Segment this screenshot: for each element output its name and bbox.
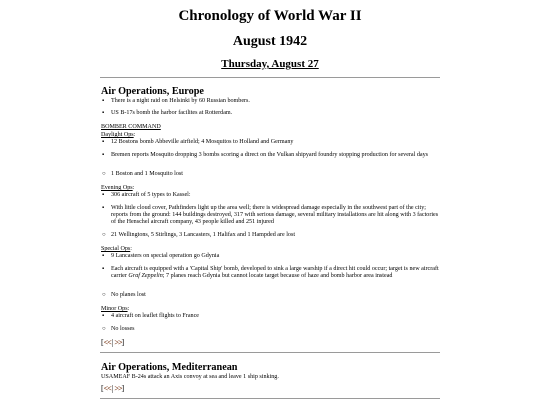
prev-link[interactable]: << — [103, 338, 111, 347]
next-link[interactable]: >> — [114, 384, 122, 393]
divider — [100, 398, 440, 399]
pagination-nav: [<<|>>] — [101, 384, 125, 393]
next-link[interactable]: >> — [114, 338, 122, 347]
losses-item: ○ No losses — [101, 326, 439, 333]
list-item: ▪ 12 Bostons bomb Abbeville airfield; 4 Mosquitos to Holland and Germany — [101, 139, 439, 146]
special-ops-label: Special Ops: — [101, 246, 132, 252]
day-title: Thursday, August 27 — [221, 58, 319, 70]
month-title: August 1942 — [232, 34, 308, 49]
list-item: ▪ Each aircraft is equipped with a 'Capital Ship' bomb, developed to sink a large warship if a direct hit could occur; target is new aircraft carrier Graf Zeppelin; 7 planes reach Gdynia but cannot locate target because of haze and bomb harbor area instead — [101, 266, 439, 280]
mediterranean-text: USAMEAF B-24s attack an Axis convoy at sea and leave 1 ship sinking. — [101, 374, 279, 380]
page-title: Chronology of World War II — [178, 8, 362, 24]
evening-ops-label: Evening Ops: — [101, 185, 135, 191]
list-item: ▪ There is a night raid on Helsinki by 60 Russian bombers. — [101, 98, 439, 105]
section-heading-mediterranean: Air Operations, Mediterranean — [101, 362, 238, 373]
prev-link[interactable]: << — [103, 384, 111, 393]
bomber-command-label: BOMBER COMMAND — [101, 124, 161, 130]
pagination-nav: [<<|>>] — [101, 338, 125, 347]
minor-ops-label: Minor Ops: — [101, 306, 130, 312]
daylight-ops-label: Daylight Ops: — [101, 132, 136, 138]
losses-item: ○ No planes lost — [101, 292, 439, 299]
divider — [100, 352, 440, 353]
list-item: ▪ Bremen reports Mosquito dropping 3 bombs scoring a direct on the Vulkan shipyard foundry stopping production for several days — [101, 152, 439, 159]
list-item: ▪ US B-17s bomb the harbor facilites at Rotterdam. — [101, 110, 439, 117]
list-item: ▪ 306 aircraft of 5 types to Kassel: — [101, 192, 439, 199]
losses-item: ○ 21 Wellingtons, 5 Stirlings, 3 Lancasters, 1 Halifax and 1 Hampded are lost — [101, 232, 439, 239]
divider — [100, 77, 440, 78]
list-item: ▪ With little cloud cover, Pathfinders light up the area well; there is widespread damage especially in the southwest part of the city; reports from the ground: 144 buildings destroyed, 317 with serious damage, several military installations are hit along with 3 factories of the Henschel aircraft company, 43 people killed and 251 injured — [101, 205, 439, 227]
losses-item: ○ 1 Boston and 1 Mosquito lost — [101, 171, 439, 178]
section-heading-europe: Air Operations, Europe — [101, 86, 204, 97]
list-item: ▪ 9 Lancasters on special operation go Gdynia — [101, 253, 439, 260]
list-item: ▪ 4 aircraft on leaflet flights to France — [101, 313, 439, 320]
